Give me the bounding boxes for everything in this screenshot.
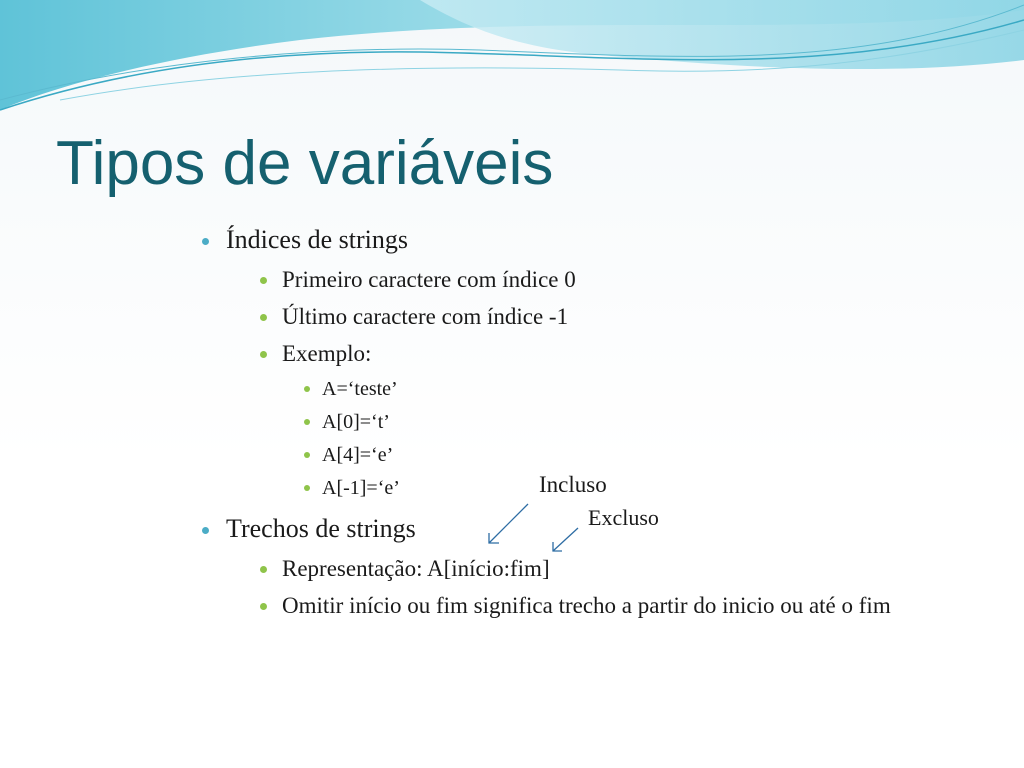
bullet-text: A=‘teste’ xyxy=(322,378,398,400)
bullet-icon xyxy=(304,386,310,392)
slide-title: Tipos de variáveis xyxy=(56,129,554,198)
list-item xyxy=(302,475,960,501)
sub-bullet-list xyxy=(226,265,960,501)
header-wave-decoration xyxy=(0,0,1024,130)
list-item xyxy=(302,442,960,468)
bullet-icon xyxy=(260,314,267,321)
bullet-text: A[4]=‘e’ xyxy=(322,444,394,466)
list-item xyxy=(302,409,960,435)
list-item xyxy=(256,554,960,584)
bullet-icon xyxy=(304,485,310,491)
bullet-text: Trechos de strings xyxy=(226,514,416,543)
list-item xyxy=(200,511,960,621)
sub-bullet-list xyxy=(226,554,960,621)
bullet-text: A[-1]=‘e’ xyxy=(322,477,400,499)
bullet-text: Índices de strings xyxy=(226,225,408,254)
list-item xyxy=(200,222,960,501)
list-item xyxy=(256,339,960,501)
bullet-icon xyxy=(304,452,310,458)
bullet-icon xyxy=(304,419,310,425)
list-item xyxy=(256,591,960,621)
list-item xyxy=(256,302,960,332)
bullet-text: Primeiro caractere com índice 0 xyxy=(282,267,576,292)
annotation-incluso: Incluso xyxy=(539,472,607,497)
bullet-icon xyxy=(260,277,267,284)
bullet-icon xyxy=(202,527,209,534)
bullet-text: A[0]=‘t’ xyxy=(322,411,390,433)
bullet-list xyxy=(200,222,960,623)
bullet-text: Exemplo: xyxy=(282,341,372,366)
bullet-text: Representação: A[início:fim] xyxy=(282,556,550,581)
bullet-text: Omitir início ou fim significa trecho a partir do inicio ou até o fim xyxy=(282,593,891,618)
bullet-icon xyxy=(260,603,267,610)
bullet-text: Último caractere com índice -1 xyxy=(282,304,569,329)
bullet-icon xyxy=(260,351,267,358)
sub-sub-bullet-list xyxy=(282,376,960,501)
bullet-icon xyxy=(202,238,209,245)
list-item xyxy=(256,265,960,295)
list-item xyxy=(302,376,960,402)
bullet-icon xyxy=(260,566,267,573)
annotation-excluso: Excluso xyxy=(588,505,659,530)
